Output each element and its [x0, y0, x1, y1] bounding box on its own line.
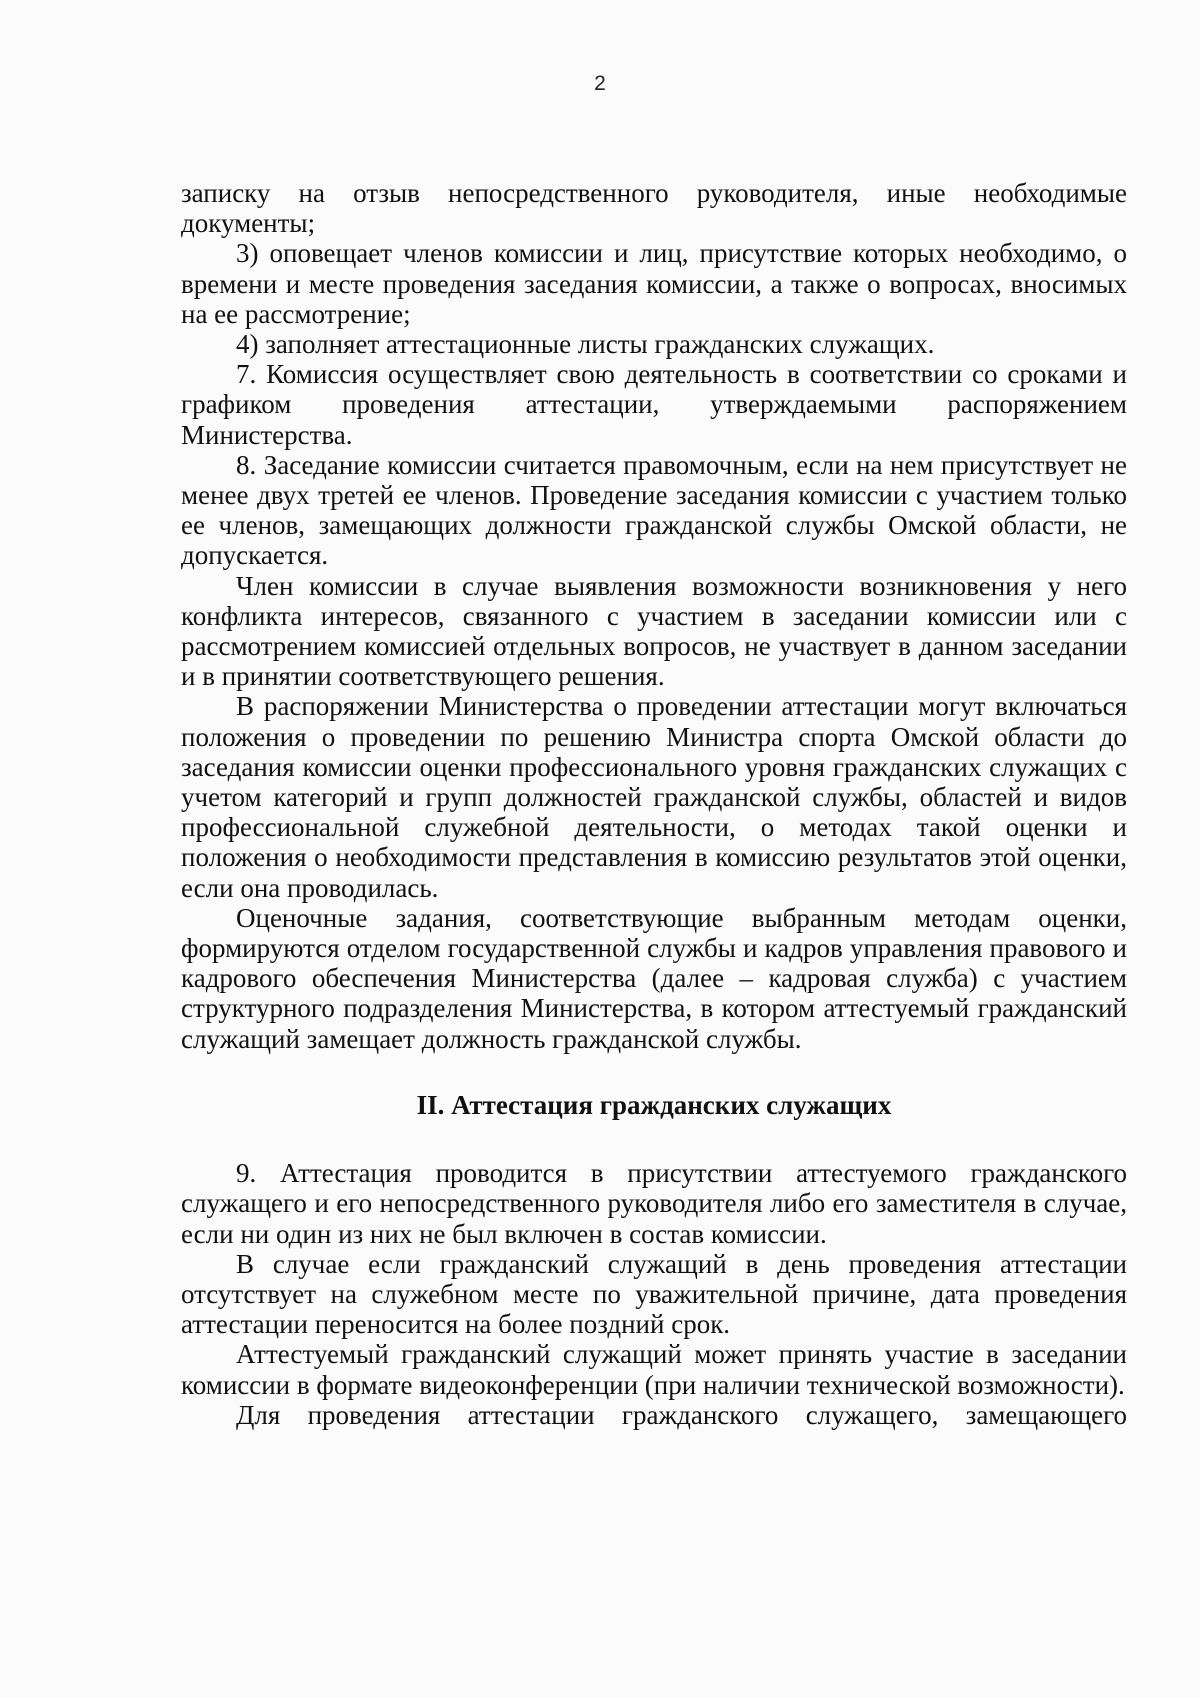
paragraph-order-provisions: В распоряжении Министерства о проведении аттестации могут включаться положения о проведении по решению Министра спорта Омской области до заседания комиссии оценки профессионального уровня гражданских служащих с учетом категорий и групп должностей гражданской службы, областей и видов профессиональной служебной деятельности, о методах такой оценки и положения о необходимости представления в комиссию результатов этой оценки, если она проводилась.	[181, 691, 1127, 903]
page-number: 2	[594, 72, 606, 95]
paragraph-item-3: 3) оповещает членов комиссии и лиц, присутствие которых необходимо, о времени и месте проведения заседания комиссии, а также о вопросах, вносимых на ее рассмотрение;	[181, 238, 1127, 329]
paragraph-assessment-tasks: Оценочные задания, соответствующие выбранным методам оценки, формируются отделом государственной службы и кадров управления правового и кадрового обеспечения Министерства (далее – кадровая служба) с участием структурного подразделения Министерства, в котором аттестуемый гражданский служащий замещает должность гражданской службы.	[181, 902, 1127, 1054]
paragraph-clause-7: 7. Комиссия осуществляет свою деятельность в соответствии со сроками и графиком проведения аттестации, утверждаемыми распоряжением Министерства.	[181, 359, 1127, 450]
paragraph-truncated: Для проведения аттестации гражданского служащего, замещающего	[236, 1399, 1127, 1430]
paragraph-continuation: записку на отзыв непосредственного руководителя, иные необходимые документы;	[181, 178, 1127, 239]
paragraph-videoconference: Аттестуемый гражданский служащий может принять участие в заседании комиссии в формате видеоконференции (при наличии технической возможности).	[181, 1339, 1127, 1400]
paragraph-clause-8: 8. Заседание комиссии считается правомочным, если на нем присутствует не менее двух третей ее членов. Проведение заседания комиссии с участием только ее членов, замещающих должности гражданской службы Омской области, не допускается.	[181, 449, 1127, 571]
paragraph-absence: В случае если гражданский служащий в день проведения аттестации отсутствует на служебном месте по уважительной причине, дата проведения аттестации переносится на более поздний срок.	[181, 1248, 1127, 1340]
paragraph-conflict-of-interest: Член комиссии в случае выявления возможности возникновения у него конфликта интересов, связанного с участием в заседании комиссии или с рассмотрением комиссией отдельных вопросов, не участвует в данном заседании и в принятии соответствующего решения.	[181, 570, 1127, 692]
section-heading: II. Аттестация гражданских служащих	[416, 1089, 892, 1120]
paragraph-item-4: 4) заполняет аттестационные листы гражданских служащих.	[236, 329, 935, 360]
document-body	[181, 178, 1127, 1430]
paragraph-clause-9: 9. Аттестация проводится в присутствии аттестуемого гражданского служащего и его непосредственного руководителя либо его заместителя в случае, если ни один из них не был включен в состав комиссии.	[181, 1158, 1127, 1249]
